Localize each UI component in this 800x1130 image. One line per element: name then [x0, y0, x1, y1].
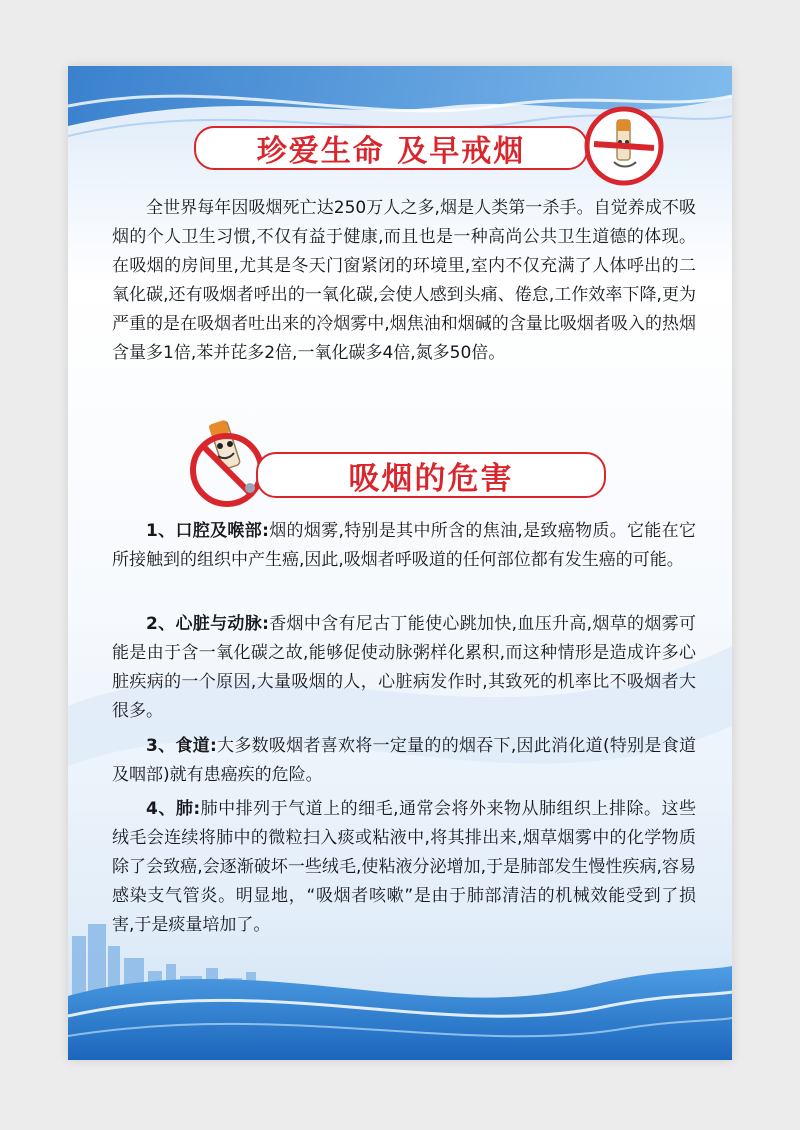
intro-paragraph: 全世界每年因吸烟死亡达250万人之多,烟是人类第一杀手。自觉养成不吸烟的个人卫生习惯,不仅有益于健康,而且也是一种高尚公共卫生道德的体现。在吸烟的房间里,尤其是冬天门窗紧闭的环境里,室内不仅充满了人体呼出的二氧化碳,还有吸烟者呼出的一氧化碳,会使人感到头痛、倦怠,工作效率下降,更为严重的是在吸烟者吐出来的冷烟雾中,烟焦油和烟碱的含量比吸烟者吸入的热烟含量多1倍,苯并芘多2倍,一氧化碳多4倍,氮多50倍。: [112, 198, 696, 363]
no-smoking-icon: [584, 106, 664, 186]
hazard-item-text: 大多数吸烟者喜欢将一定量的的烟吞下,因此消化道(特别是食道及咽部)就有患癌疾的危险。: [112, 736, 696, 785]
hazard-item-esophagus: [112, 732, 696, 790]
hazard-item-heart-artery: [112, 610, 696, 726]
hazard-item-label: 3、食道:: [146, 736, 217, 756]
hazard-item-label: 1、口腔及喉部:: [146, 521, 269, 541]
section2-title-banner: [256, 452, 606, 498]
hazard-item-label: 2、心脏与动脉:: [146, 614, 269, 634]
section1-title: 珍爱生命 及早戒烟: [256, 134, 526, 169]
section2-title: 吸烟的危害: [348, 460, 514, 497]
hazard-item-text: 肺中排列于气道上的细毛,通常会将外来物从肺组织上排除。这些绒毛会连续将肺中的微粒扫入痰或粘液中,将其排出来,烟草烟雾中的化学物质除了会致癌,会逐渐破坏一些绒毛,使粘液分泌增加,于是肺部发生慢性疾病,容易感染支气管炎。明显地，“吸烟者咳嗽”是由于肺部清洁的机械效能受到了损害,于是痰量培加了。: [112, 799, 696, 935]
hazard-item-text: 香烟中含有尼古丁能使心跳加快,血压升高,烟草的烟雾可能是由于含一氧化碳之故,能够促使动脉粥样化累积,而这种情形是造成许多心脏疾病的一个原因,大量吸烟的人，心脏病发作时,其致死的机率比不吸烟者大很多。: [112, 614, 696, 721]
hazard-item-text: 烟的烟雾,特别是其中所含的焦油,是致癌物质。它能在它所接触到的组织中产生癌,因此,吸烟者呼吸道的任何部位都有发生癌的可能。: [112, 521, 696, 570]
hazard-item-mouth-throat: [112, 517, 696, 575]
poster: [68, 66, 732, 1060]
hazard-item-lung: [112, 795, 696, 940]
section1-title-banner: [194, 126, 588, 170]
hazard-item-label: 4、肺:: [146, 799, 201, 819]
